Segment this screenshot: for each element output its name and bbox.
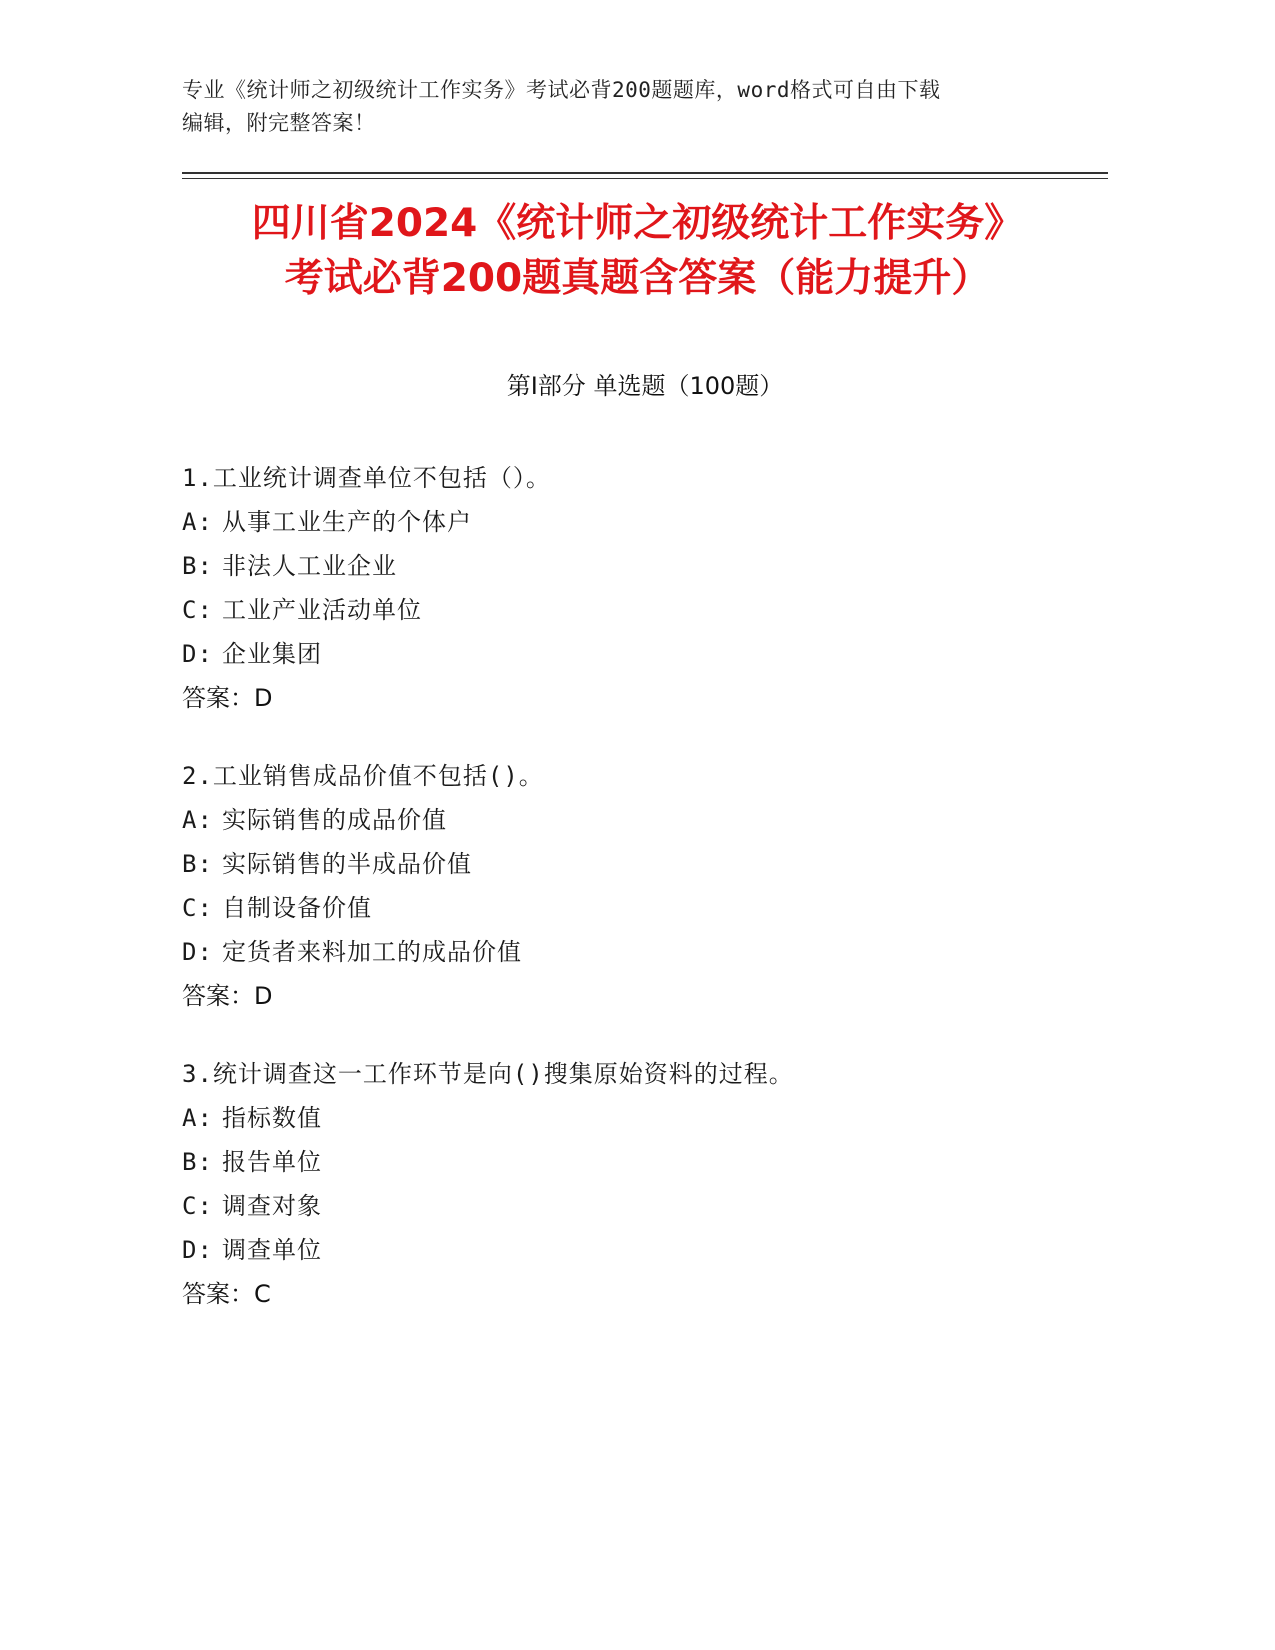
header-note-line-2: 编辑，附完整答案！: [182, 111, 376, 135]
option-letter: B:: [182, 552, 213, 580]
option-letter: C:: [182, 596, 213, 624]
answer-line: 答案：D: [182, 684, 273, 712]
header-divider-thick: [182, 172, 1108, 174]
option-text: 指标数值: [222, 1104, 322, 1132]
option-a: [182, 500, 1108, 544]
option-b: [182, 1140, 1108, 1184]
option-letter: A:: [182, 1104, 213, 1132]
option-letter: B:: [182, 850, 213, 878]
option-text: 报告单位: [222, 1148, 322, 1176]
header-divider-thin: [182, 178, 1108, 179]
option-b: [182, 544, 1108, 588]
option-text: 自制设备价值: [222, 894, 372, 922]
option-letter: C:: [182, 894, 213, 922]
option-c: [182, 588, 1108, 632]
answer-line: 答案：C: [182, 1280, 271, 1308]
option-letter: D:: [182, 938, 213, 966]
option-text: 调查对象: [222, 1192, 322, 1220]
question-stem: 1.工业统计调查单位不包括（）。: [182, 464, 551, 492]
answer-line: 答案：D: [182, 982, 273, 1010]
header-note: [182, 74, 1062, 140]
option-letter: B:: [182, 1148, 213, 1176]
question-stem: 3.统计调查这一工作环节是向()搜集原始资料的过程。: [182, 1060, 794, 1088]
option-text: 实际销售的成品价值: [222, 806, 447, 834]
option-a: [182, 798, 1108, 842]
option-d: [182, 632, 1108, 676]
option-letter: D:: [182, 640, 213, 668]
option-d: [182, 930, 1108, 974]
question-stem: 2.工业销售成品价值不包括()。: [182, 762, 544, 790]
question-3: [182, 1052, 1108, 1316]
section-heading: 第Ⅰ部分 单选题（100题）: [506, 372, 784, 400]
question-1: [182, 456, 1108, 720]
document-title-line-1: 四川省2024《统计师之初级统计工作实务》: [251, 201, 1024, 246]
option-d: [182, 1228, 1108, 1272]
option-text: 工业产业活动单位: [222, 596, 422, 624]
question-list: [182, 456, 1108, 1350]
option-letter: A:: [182, 806, 213, 834]
header-note-line-1: 专业《统计师之初级统计工作实务》考试必背200题题库，word格式可自由下载: [182, 78, 941, 102]
option-text: 调查单位: [222, 1236, 322, 1264]
option-letter: C:: [182, 1192, 213, 1220]
option-letter: A:: [182, 508, 213, 536]
option-a: [182, 1096, 1108, 1140]
option-letter: D:: [182, 1236, 213, 1264]
document-title: [150, 196, 1125, 306]
option-text: 实际销售的半成品价值: [222, 850, 472, 878]
option-text: 从事工业生产的个体户: [222, 508, 472, 536]
option-text: 定货者来料加工的成品价值: [222, 938, 522, 966]
document-title-line-2: 考试必背200题真题含答案（能力提升）: [284, 256, 991, 301]
option-text: 非法人工业企业: [222, 552, 397, 580]
option-c: [182, 1184, 1108, 1228]
question-2: [182, 754, 1108, 1018]
option-text: 企业集团: [222, 640, 322, 668]
option-b: [182, 842, 1108, 886]
option-c: [182, 886, 1108, 930]
